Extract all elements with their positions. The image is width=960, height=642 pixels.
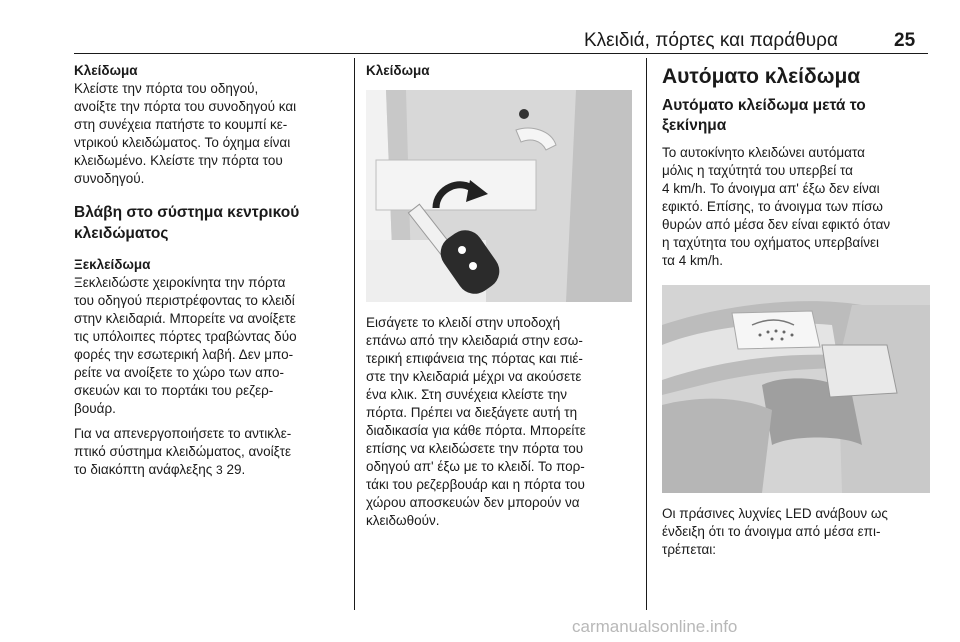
text-line: ένα κλικ. Στη συνέχεια κλείστε την xyxy=(366,387,568,402)
door-handle-illustration-svg xyxy=(662,285,930,493)
auto-lock-paragraph xyxy=(662,144,930,270)
text-line: στε την κλειδαριά μέχρι να ακούσετε xyxy=(366,369,582,384)
header-title: Κλειδιά, πόρτες και παράθυρα xyxy=(584,30,838,51)
locking-paragraph xyxy=(74,80,346,188)
text-line: ντρικού κλειδώματος. Το όχημα είναι xyxy=(74,135,291,150)
text-line: κλειδωμένο. Κλείστε την πόρτα του xyxy=(74,153,283,168)
page-reference-link[interactable]: 29. xyxy=(226,462,246,477)
text-line: βουάρ. xyxy=(74,401,116,416)
text-line: τερική επιφάνεια της πόρτας και πιέ- xyxy=(366,351,583,366)
text-line: η ταχύτητα του οχήματος υπερβαίνει xyxy=(662,235,879,250)
section-title: Αυτόματο κλείδωμα xyxy=(662,65,861,88)
text-line: διαδικασία για κάθε πόρτα. Μπορείτε xyxy=(366,423,586,438)
text-line: επάνω από την κλειδαριά στην εσω- xyxy=(366,333,583,348)
text-line: ανοίξτε την πόρτα του συνοδηγού και xyxy=(74,99,297,114)
led-caption xyxy=(662,505,930,559)
text-line: Το αυτοκίνητο κλειδώνει αυτόματα xyxy=(662,145,865,160)
page-number: 25 xyxy=(894,30,916,51)
text-line: Κλείστε την πόρτα του οδηγού, xyxy=(74,81,259,96)
text-line: εφικτό. Επίσης, το άνοιγμα των πίσω xyxy=(662,199,883,214)
column-right xyxy=(662,62,930,559)
text-line: Οι πράσινες λυχνίες LED ανάβουν ως xyxy=(662,506,888,521)
locking-caption xyxy=(366,314,630,530)
door-lock-illustration-svg xyxy=(366,90,632,302)
text-line: σκευών και το πορτάκι του ρεζερ- xyxy=(74,383,274,398)
watermark: carmanualsonline.info xyxy=(572,617,738,636)
text-line: του οδηγού περιστρέφοντας το κλειδί xyxy=(74,293,295,308)
text-line: ένδειξη ότι το άνοιγμα από μέσα επι- xyxy=(662,524,881,539)
text-line: επίσης να κλειδώσετε την πόρτα του xyxy=(366,441,584,456)
column-divider-1 xyxy=(354,58,355,610)
text-line: 4 km/h. Το άνοιγμα απ' έξω δεν είναι xyxy=(662,181,880,196)
heading-unlocking: Ξεκλείδωμα xyxy=(74,257,151,272)
heading-locking: Κλείδωμα xyxy=(74,63,138,78)
anti-theft-paragraph xyxy=(74,425,346,479)
text-line: στην κλειδαριά. Μπορείτε να ανοίξετε xyxy=(74,311,296,326)
heading-locking-manual: Κλείδωμα xyxy=(366,63,430,78)
text-line: ρείτε να ανοίξετε το χώρο των απο- xyxy=(74,365,285,380)
page-reference-arrow-icon: 3 xyxy=(215,463,223,477)
column-divider-2 xyxy=(646,58,647,610)
text-line: μόλις η ταχύτητά του υπερβεί τα xyxy=(662,163,853,178)
text-line: τις υπόλοιπες πόρτες τραβώντας δύο xyxy=(74,329,297,344)
text-line: Εισάγετε το κλειδί στην υποδοχή xyxy=(366,315,561,330)
subsection-title: Αυτόματο κλείδωμα μετά το ξεκίνημα xyxy=(662,97,866,134)
text-line: Για να απενεργοποιήσετε το αντικλε- xyxy=(74,426,292,441)
text-line: τάκι του ρεζερβουάρ και η πόρτα του xyxy=(366,477,585,492)
text-line: τα 4 km/h. xyxy=(662,253,723,268)
door-lock-key-illustration xyxy=(366,90,632,302)
column-left xyxy=(74,62,346,479)
text-line: συνοδηγού. xyxy=(74,171,145,186)
text-line: κλειδωθούν. xyxy=(366,513,440,528)
unlocking-paragraph xyxy=(74,274,346,418)
heading-central-locking-fault: Βλάβη στο σύστημα κεντρικού κλειδώματος xyxy=(74,204,300,242)
text-line: τρέπεται: xyxy=(662,542,717,557)
header-rule xyxy=(74,53,928,54)
text-line: Ξεκλειδώστε χειροκίνητα την πόρτα xyxy=(74,275,286,290)
text-line: το διακόπτη ανάφλεξης 3 29. xyxy=(74,462,246,477)
column-middle xyxy=(366,62,630,530)
text-line: στη συνέχεια πατήστε το κουμπί κε- xyxy=(74,117,288,132)
text-line: πτικό σύστημα κλειδώματος, ανοίξτε xyxy=(74,444,291,459)
text-line: φορές την εσωτερική λαβή. Δεν μπο- xyxy=(74,347,294,362)
text-line: χώρου αποσκευών δεν μπορούν να xyxy=(366,495,580,510)
text-line: θυρών από μέσα δεν είναι εφικτό όταν xyxy=(662,217,891,232)
text-line: πόρτα. Πρέπει να διεξάγετε αυτή τη xyxy=(366,405,578,420)
text-line: οδηγού απ' έξω με το κλειδί. Το πορ- xyxy=(366,459,585,474)
interior-door-handle-led-illustration xyxy=(662,285,930,493)
